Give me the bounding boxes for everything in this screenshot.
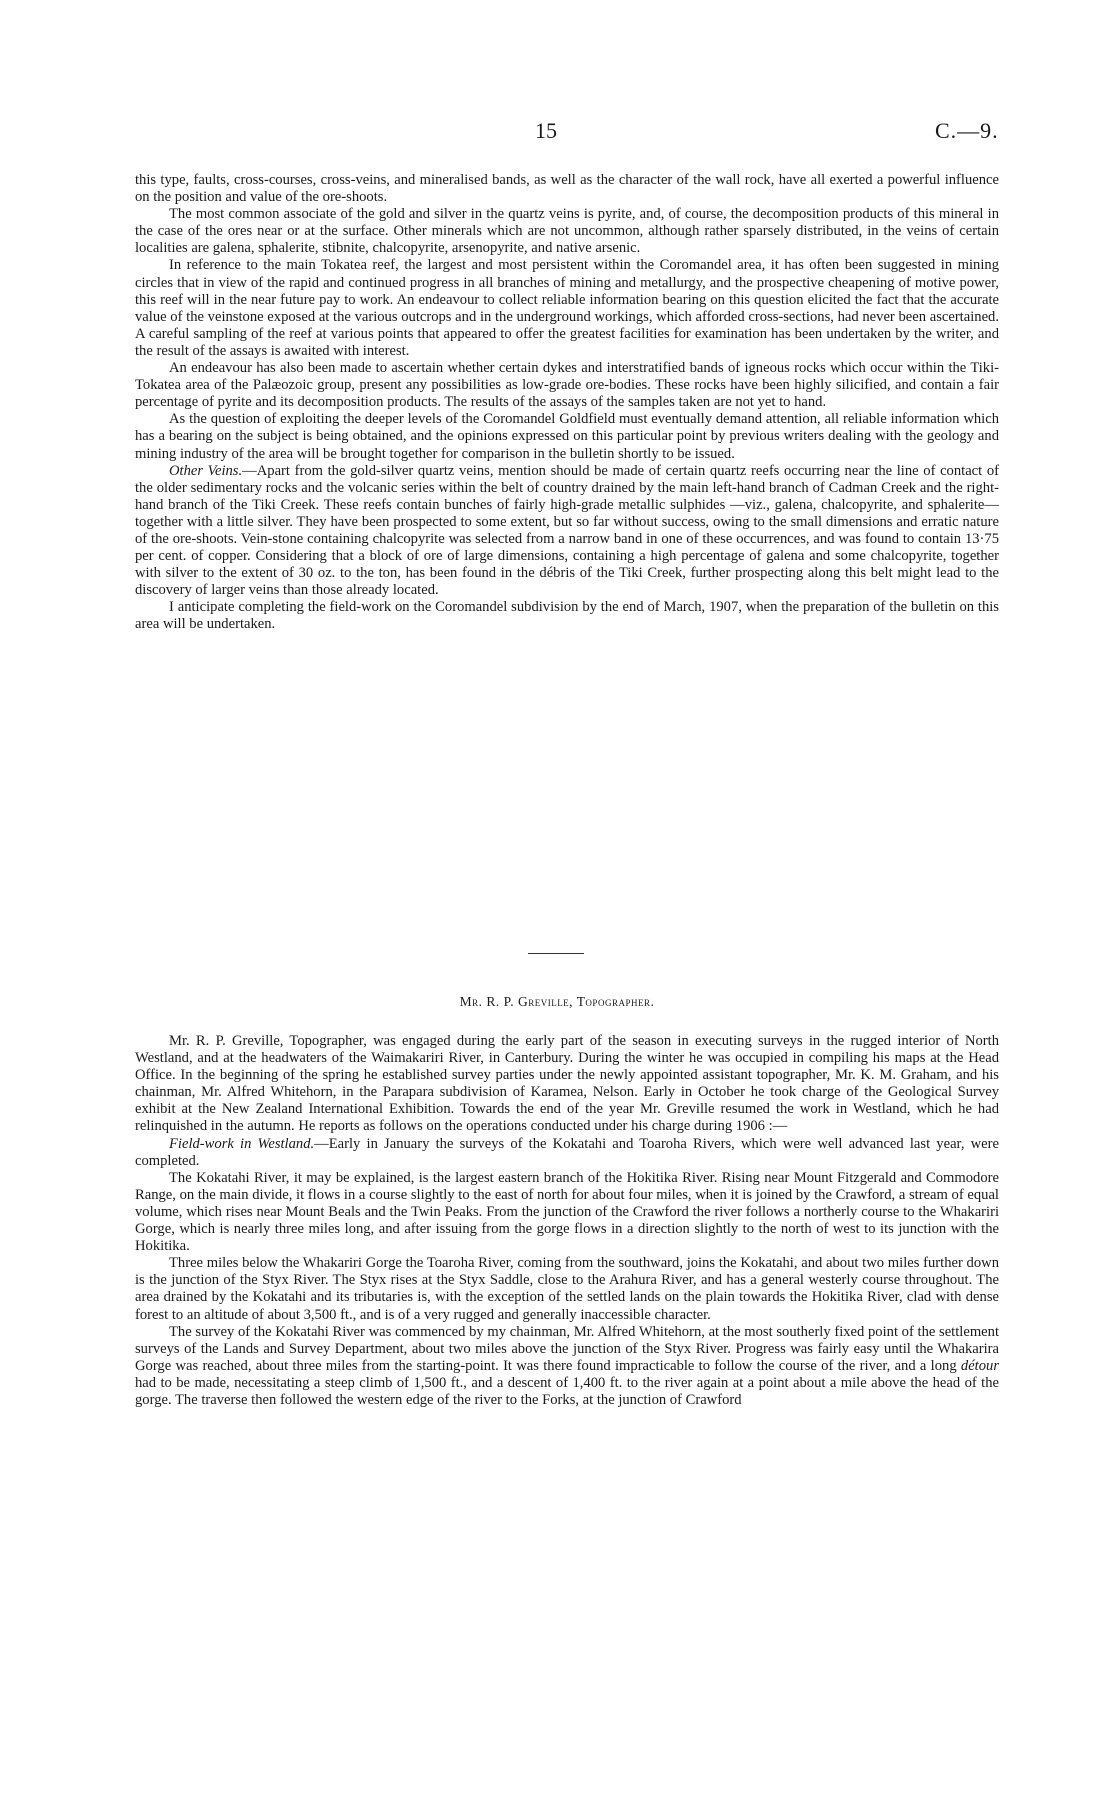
page-number: 15 [535, 118, 557, 143]
section-heading: Mr. R. P. Greville, Topographer. [459, 994, 655, 1009]
fieldwork-text: —Early in January the surveys of the Kokatahi and Toaroha Rivers, which were well advanced last year, were completed. [135, 1135, 999, 1169]
paragraph-toaroha-river: Three miles below the Whakariri Gorge the Toaroha River, coming from the southward, joins the Kokatahi, and about two miles further down is the junction of the Styx River. The Styx rises at the Styx Saddle, close to the Arahura River, and has a general westerly course throughout. The area drained by the Kokatahi and its tributaries is, with the exception of the settled lands on the plain towards the Hokitika River, clad with dense forest to an altitude of about 3,500 ft., and is of a very rugged and generally inaccessible character. [135, 1255, 999, 1323]
paragraph-kokatahi-river: The Kokatahi River, it may be explained, is the largest eastern branch of the Hokitika River. Rising near Mount Fitzgerald and Commodore Range, on the main divide, it flows in a course slightly to the east of north for about four miles, when it is joined by the Crawford, a stream of equal volume, which rises near Mount Beals and the Twin Peaks. From the junction of the Crawford the river follows a northerly course to the Whakariri Gorge, which is nearly three miles long, and after issuing from the gorge flows in a direction slightly to the north of west to its junction with the Hokitika. [135, 1169, 999, 1255]
survey-text-after: had to be made, necessitating a steep climb of 1,500 ft., and a descent of 1,400 ft. to the river again at a point about a mile above the head of the gorge. The traverse then followed the western edge of the river to the Forks, at the junction of Crawford [135, 1374, 999, 1408]
page-header [0, 118, 1114, 148]
other-veins-text: —Apart from the gold-silver quartz veins, mention should be made of certain quartz reefs occurring near the line of contact of the older sedimentary rocks and the volcanic series within the belt of country drained by the main left-hand branch of Cadman Creek and the right-hand branch of the Tiki Creek. These reefs contain bunches of fairly high-grade metallic sulphides —viz., galena, chalcopyrite, and sphalerite—together with a little silver. They have been prospected to some extent, but so far without success, owing to the small dimensions and erratic nature of the ore-shoots. Vein-stone containing chalcopyrite was selected from a narrow band in one of these occurrences, and was found to contain 13·75 per cent. of copper. Considering that a block of ore of large dimensions, containing a high percentage of galena and some chalcopyrite, together with silver to the extent of 30 oz. to the ton, has been found in the débris of the Tiki Creek, further prospecting along this belt might lead to the discovery of larger veins than those already located. [135, 462, 999, 599]
paragraph-deeper-levels: As the question of exploiting the deeper levels of the Coromandel Goldfield must eventually demand attention, all reliable information which has a bearing on the subject is being obtained, and the opinions expressed on this particular point by previous writers dealing with the geology and mining industry of the area will be brought together for comparison in the bulletin shortly to be issued. [135, 411, 999, 462]
fieldwork-heading: Field-work in Westland. [169, 1135, 315, 1152]
paper-reference: C.—9. [935, 118, 999, 143]
paragraph-closing: I anticipate completing the field-work on the Coromandel subdivision by the end of March, 1907, when the preparation of the bulletin on this area will be undertaken. [135, 599, 999, 633]
paragraph-fieldwork [135, 1136, 999, 1170]
paragraph-tokatea-reef: In reference to the main Tokatea reef, the largest and most persistent within the Coromandel area, it has often been suggested in mining circles that in view of the rapid and continued progress in all branches of mining and metallurgy, and the prospective cheapening of motive power, this reef will in the near future pay to work. An endeavour to collect reliable information bearing on this question elicited the fact that the accurate value of the veinstone exposed at the various outcrops and in the underground workings, which afforded cross-sections, had never been ascertained. A careful sampling of the reef at various points that appeared to offer the greatest facilities for examination has been undertaken by the writer, and the result of the assays is awaited with interest. [135, 257, 999, 359]
survey-text-before: The survey of the Kokatahi River was commenced by my chainman, Mr. Alfred Whitehorn, at the most southerly fixed point of the settlement surveys of the Lands and Survey Department, about two miles above the junction of the Styx River. Progress was fairly easy until the Whakarira Gorge was reached, about three miles from the starting-point. It was there found impracticable to follow the course of the river, and a long [135, 1323, 999, 1374]
other-veins-heading: Other Veins. [169, 462, 243, 479]
paragraph-greville-intro: Mr. R. P. Greville, Topographer, was engaged during the early part of the season in executing surveys in the rugged interior of North Westland, and at the headwaters of the Waimakariri River, in Canterbury. During the winter he was occupied in compiling his maps at the Head Office. In the beginning of the spring he established survey parties under the newly appointed assistant topographer, Mr. K. M. Graham, and his chainman, Mr. Alfred Whitehorn, in the Parapara subdivision of Karamea, Nelson. Early in October he took charge of the Geological Survey exhibit at the New Zealand International Exhibition. Towards the end of the year Mr. Greville resumed the work in Westland, which he had relinquished in the autumn. He reports as follows on the operations conducted under his charge during 1906 :— [135, 1033, 999, 1135]
paragraph-common-associate: The most common associate of the gold and silver in the quartz veins is pyrite, and, of course, the decomposition products of this mineral in the case of the ores near or at the surface. Other minerals which are not uncommon, although rather sparsely distributed, in the veins of certain localities are galena, sphalerite, stibnite, chalcopyrite, arsenopyrite, and native arsenic. [135, 206, 999, 257]
topographer-report-section [135, 1033, 999, 1409]
detour-word: détour [960, 1357, 999, 1374]
geology-report-section [135, 172, 999, 634]
paragraph-survey-commenced [135, 1324, 999, 1409]
paragraph-continuation: this type, faults, cross-courses, cross-veins, and mineralised bands, as well as the character of the wall rock, have all exerted a powerful influence on the position and value of the ore-shoots. [135, 172, 999, 206]
paragraph-other-veins [135, 463, 999, 600]
section-divider [528, 953, 584, 954]
paragraph-igneous-rocks: An endeavour has also been made to ascertain whether certain dykes and interstratified bands of igneous rocks which occur within the Tiki-Tokatea area of the Palæozoic group, present any possibilities as low-grade ore-bodies. These rocks have been highly silicified, and contain a fair percentage of pyrite and its decomposition products. The results of the assays of the samples taken are not yet to hand. [135, 360, 999, 411]
